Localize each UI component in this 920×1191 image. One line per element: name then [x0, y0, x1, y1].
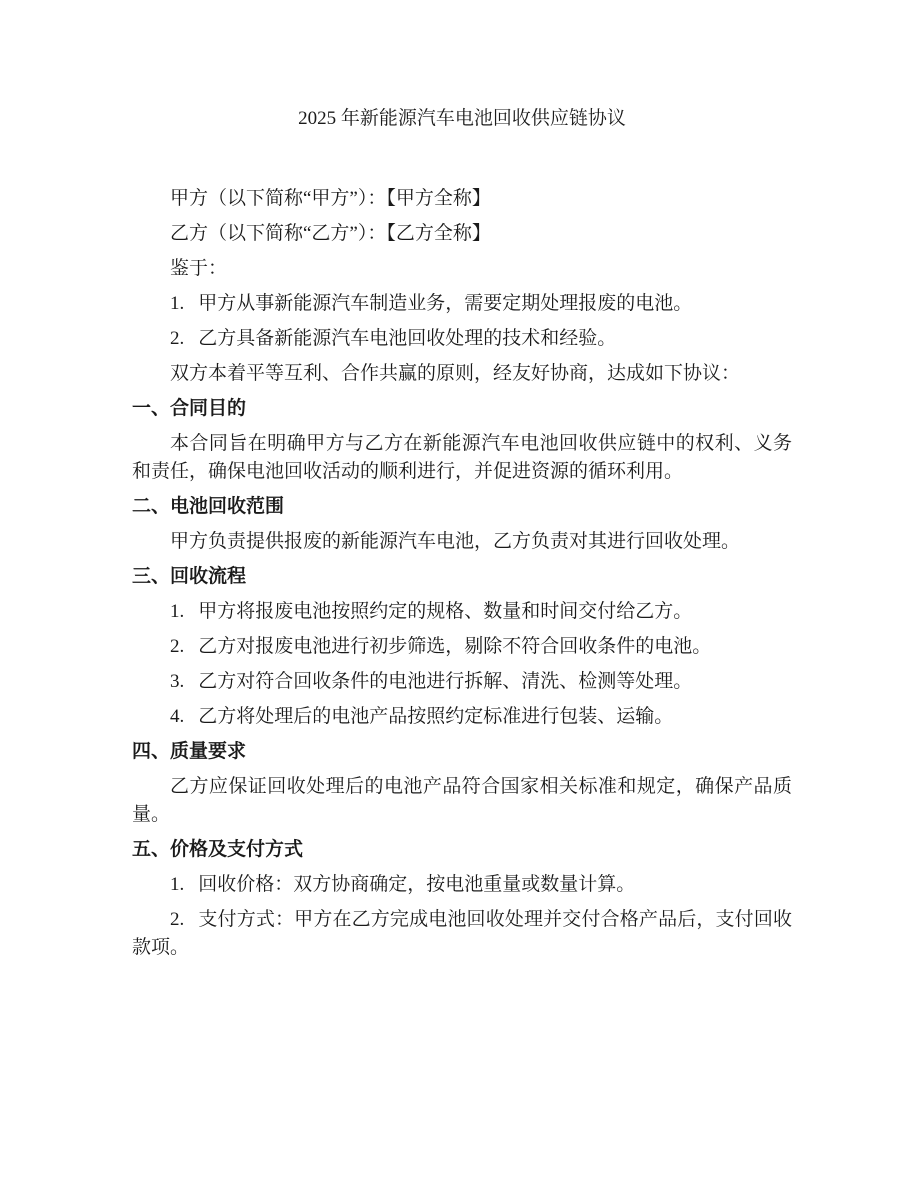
- section-list-item: [132, 871, 792, 899]
- party-b-line: 乙方（以下简称“乙方”）：【乙方全称】: [170, 223, 491, 244]
- list-text: 乙方对报废电池进行初步筛选，剔除不符合回收条件的电池。: [198, 636, 712, 657]
- list-text: 回收价格：双方协商确定，按电池重量或数量计算。: [198, 874, 636, 895]
- section-heading-5: 五、价格及支付方式: [132, 839, 304, 860]
- section-heading-3: 三、回收流程: [132, 566, 247, 587]
- blank-line: [132, 140, 792, 178]
- recital-item: [132, 290, 792, 318]
- section-paragraph: 乙方应保证回收处理后的电池产品符合国家相关标准和规定，确保产品质量。: [132, 776, 792, 825]
- list-text: 甲方从事新能源汽车制造业务，需要定期处理报废的电池。: [198, 293, 693, 314]
- list-number: 2.: [170, 328, 185, 349]
- section-heading-1: 一、合同目的: [132, 398, 247, 419]
- section-list-item: [132, 906, 792, 962]
- list-text: 支付方式：甲方在乙方完成电池回收处理并交付合格产品后，支付回收款项。: [132, 909, 792, 958]
- list-text: 甲方将报废电池按照约定的规格、数量和时间交付给乙方。: [198, 601, 693, 622]
- list-number: 1.: [170, 874, 185, 895]
- section-list-item: [132, 703, 792, 731]
- section-paragraph: 甲方负责提供报废的新能源汽车电池，乙方负责对其进行回收处理。: [170, 531, 741, 552]
- section-paragraph: 本合同旨在明确甲方与乙方在新能源汽车电池回收供应链中的权利、义务和责任，确保电池回收活动的顺利进行，并促进资源的循环利用。: [132, 433, 792, 482]
- section-list-item: [132, 668, 792, 696]
- section-list-item: [132, 598, 792, 626]
- list-text: 乙方对符合回收条件的电池进行拆解、清洗、检测等处理。: [198, 671, 693, 692]
- party-a-line: 甲方（以下简称“甲方”）：【甲方全称】: [170, 188, 491, 209]
- recital-item: [132, 325, 792, 353]
- list-number: 4.: [170, 706, 185, 727]
- section-heading-4: 四、质量要求: [132, 741, 247, 762]
- list-number: 3.: [170, 671, 185, 692]
- list-number: 2.: [170, 636, 185, 657]
- list-number: 1.: [170, 293, 185, 314]
- list-text: 乙方具备新能源汽车电池回收处理的技术和经验。: [198, 328, 617, 349]
- list-number: 2.: [170, 909, 185, 930]
- whereas-label: 鉴于：: [170, 258, 228, 279]
- section-list-item: [132, 633, 792, 661]
- agreement-lead-line: 双方本着平等互利、合作共赢的原则，经友好协商，达成如下协议：: [170, 363, 741, 384]
- list-number: 1.: [170, 601, 185, 622]
- list-text: 乙方将处理后的电池产品按照约定标准进行包装、运输。: [198, 706, 674, 727]
- section-heading-2: 二、电池回收范围: [132, 496, 285, 517]
- document-title: 2025 年新能源汽车电池回收供应链协议: [298, 108, 626, 129]
